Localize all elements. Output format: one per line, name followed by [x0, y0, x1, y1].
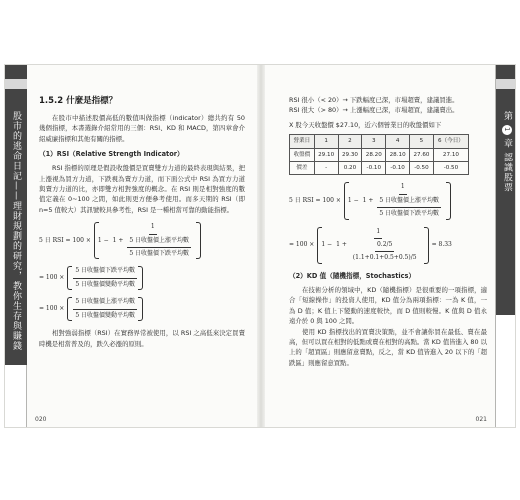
- formula-one-plus: 1 +: [362, 196, 374, 204]
- table-header-cell: 4: [386, 135, 410, 148]
- kd-paragraph-1: 在技術分析的領域中，KD（隨機指標）是很重要的一項指標，適合「短線操作」的投資人使用，KD 值分為兩項指標：一為 K 值，一為 D 值；K 值上下變動的速度較快，而 D 值則較慢。K 值與 D 值永遠介於 0 與 100 之間。: [289, 285, 487, 326]
- section-title: 1.5.2 什麼是指標？: [39, 96, 118, 106]
- table-cell: 27.10: [433, 148, 468, 161]
- formula-inner-numerator: 0.2/5: [375, 240, 394, 252]
- table-cell: 29.30: [338, 148, 362, 161]
- rsi-heading: （1）RSI（Relative Strength Indicator）: [39, 150, 184, 159]
- table-cell: 28.20: [362, 148, 386, 161]
- table-cell: 27.60: [410, 148, 434, 161]
- formula-inner-fraction: [127, 236, 191, 260]
- formula-numerator: 1: [374, 227, 382, 239]
- formula-fraction: [334, 227, 422, 264]
- formula-denominator: 5 日收盤價變動平均數: [75, 280, 136, 288]
- formula-inner-fraction: [351, 240, 419, 264]
- left-tab-text: 股市的逃命日記——理財規劃的研究，教你生存與賺錢: [11, 111, 21, 351]
- chapter-suffix: 章: [502, 138, 512, 149]
- formula-inner-denominator: 5 日收盤價下跌平均數: [379, 210, 440, 218]
- chapter-number-badge: 1: [502, 125, 512, 135]
- formula-numerator: 5 日收盤價上漲平均數: [73, 297, 137, 309]
- formula-numerator: 1: [149, 222, 157, 234]
- left-page: [5, 65, 261, 428]
- table-header-cell: 6（今日）: [433, 135, 468, 148]
- formula-bracket: [317, 227, 428, 264]
- rsi-paragraph: RSI 指標的原理是假設收盤價是買賣雙方力道的最終表現與結果，把上漲視為買方力道，下跌視為賣方力道，而下面公式中 RSI 為買方力道與賣方力道的比，亦即雙方相對強度的概念。在 RSI 則是相對強度的數值定義在 0~100 之間，如此則更方便參考使用。而多天期的 RSI（即 n=5 值較大）其訊號較具參考性，RSI 是一種相當可靠的動能指標。: [39, 164, 245, 214]
- left-page-content: [39, 95, 245, 349]
- right-tab-text: [500, 111, 514, 193]
- formula-label: 5 日 RSI = 100 ×: [39, 236, 91, 244]
- table-header-cell: 3: [362, 135, 386, 148]
- formula-one-plus: 1 +: [112, 236, 124, 244]
- formula-one-minus: 1 −: [347, 196, 359, 204]
- table-cell: -0.10: [386, 162, 410, 175]
- formula-one-minus: 1 −: [97, 236, 109, 244]
- chapter-prefix: 第: [502, 111, 512, 121]
- formula-denominator: [111, 235, 195, 260]
- kd-heading: （2）KD 值（隨機指標，Stochastics）: [289, 271, 416, 280]
- table-row: [290, 148, 469, 161]
- rsi-low-rule: RSI 很小（< 20）→ 下跌幅度已深，市場超賣，建議買進。: [289, 96, 459, 104]
- formula-denominator: [334, 239, 422, 264]
- formula-bracket: [67, 266, 143, 290]
- table-cell: 28.10: [386, 148, 410, 161]
- price-table: [289, 134, 469, 175]
- table-cell: 0.20: [338, 162, 362, 175]
- table-header-cell: 5: [410, 135, 434, 148]
- page-number-right: 021: [475, 416, 487, 423]
- table-cell: 29.10: [314, 148, 338, 161]
- intro-paragraph: 在股市中描述股價高低的數值叫做指標（indicator）總共約有 50 幾個指標，本書選錄介紹常用的三個：RSI、KD 和 MACD，第四章會介紹威廉指標和其他有關的指標。: [39, 114, 245, 143]
- formula-label: = 100 ×: [289, 241, 315, 249]
- table-cell: 收盤價: [290, 148, 315, 161]
- formula-label: = 100 ×: [39, 304, 65, 312]
- formula-fraction: [111, 222, 195, 259]
- left-tab-marker: [5, 79, 27, 89]
- formula-denominator: 5 日收盤價變動平均數: [75, 311, 136, 319]
- formula-one-plus: 1 +: [336, 241, 347, 249]
- formula-inner-denominator: (1.1+0.1+0.5+0.5)/5: [352, 254, 417, 262]
- table-caption: X 股今天收盤價 $27.10，近六個營業日的收盤價如下: [289, 120, 442, 129]
- table-header-row: [290, 135, 469, 148]
- formula-fraction: [73, 266, 137, 290]
- closing-paragraph: 相對強弱指標（RSI）在實務界常被使用，以 RSI 之高低來決定買賣時機是相當普及的，跌久必漲的原則。: [39, 329, 245, 348]
- table-header-cell: 營業日: [290, 135, 315, 148]
- rsi-formula-3: [39, 297, 245, 321]
- left-side-tab: [5, 65, 27, 428]
- rsi-example-formula-2: [289, 227, 487, 264]
- right-side-tab: [495, 65, 516, 428]
- formula-bracket: [344, 182, 451, 219]
- table-cell: -0.50: [433, 162, 468, 175]
- formula-fraction: [73, 297, 137, 321]
- formula-label: 5 日 RSI = 100 ×: [289, 196, 341, 204]
- formula-denominator: [361, 195, 445, 220]
- formula-bracket: [94, 222, 201, 259]
- rsi-high-rule: RSI 很大（> 80）→ 上漲幅度已深，市場超買，建議賣出。: [289, 106, 459, 115]
- formula-numerator: 1: [399, 182, 407, 194]
- formula-inner-numerator: 5 日收盤價上漲平均數: [377, 196, 441, 208]
- rsi-formula-2: [39, 266, 245, 290]
- table-cell: 價差: [290, 162, 315, 175]
- formula-fraction: [361, 182, 445, 219]
- kd-paragraph-2: 使用 KD 指標找出的買賣決策點，並不會讓你買在最低、賣在最高，但可以買在相對的低點或賣在相對的高點。當 KD 值皆進入 80 以上的「超買區」則應留意賣點，反之，當 KD 值皆進入 20 以下的「超跌區」則應留意買點。: [289, 327, 487, 367]
- formula-bracket: [67, 297, 143, 321]
- rsi-formula-1: [39, 222, 245, 259]
- formula-inner-denominator: 5 日收盤價下跌平均數: [129, 250, 190, 258]
- formula-one-minus: 1 −: [321, 241, 333, 249]
- formula-inner-fraction: [377, 196, 441, 220]
- formula-label: = 100 ×: [39, 274, 65, 282]
- rsi-example-formula-1: [289, 182, 487, 219]
- table-header-cell: 1: [314, 135, 338, 148]
- table-row: [290, 162, 469, 175]
- right-page-content: [289, 95, 487, 368]
- chapter-title: 認識股票: [502, 152, 512, 193]
- page-number-left: 020: [35, 416, 47, 423]
- right-page: [261, 65, 516, 428]
- table-cell: -0.50: [410, 162, 434, 175]
- formula-result: = 8.33: [431, 241, 452, 249]
- table-cell: -: [314, 162, 338, 175]
- formula-numerator: 5 日收盤價下跌平均數: [73, 266, 137, 278]
- table-header-cell: 2: [338, 135, 362, 148]
- table-cell: -0.10: [362, 162, 386, 175]
- right-tab-marker: [496, 79, 516, 89]
- formula-inner-numerator: 5 日收盤價上漲平均數: [127, 236, 191, 248]
- book-spread: [4, 64, 516, 428]
